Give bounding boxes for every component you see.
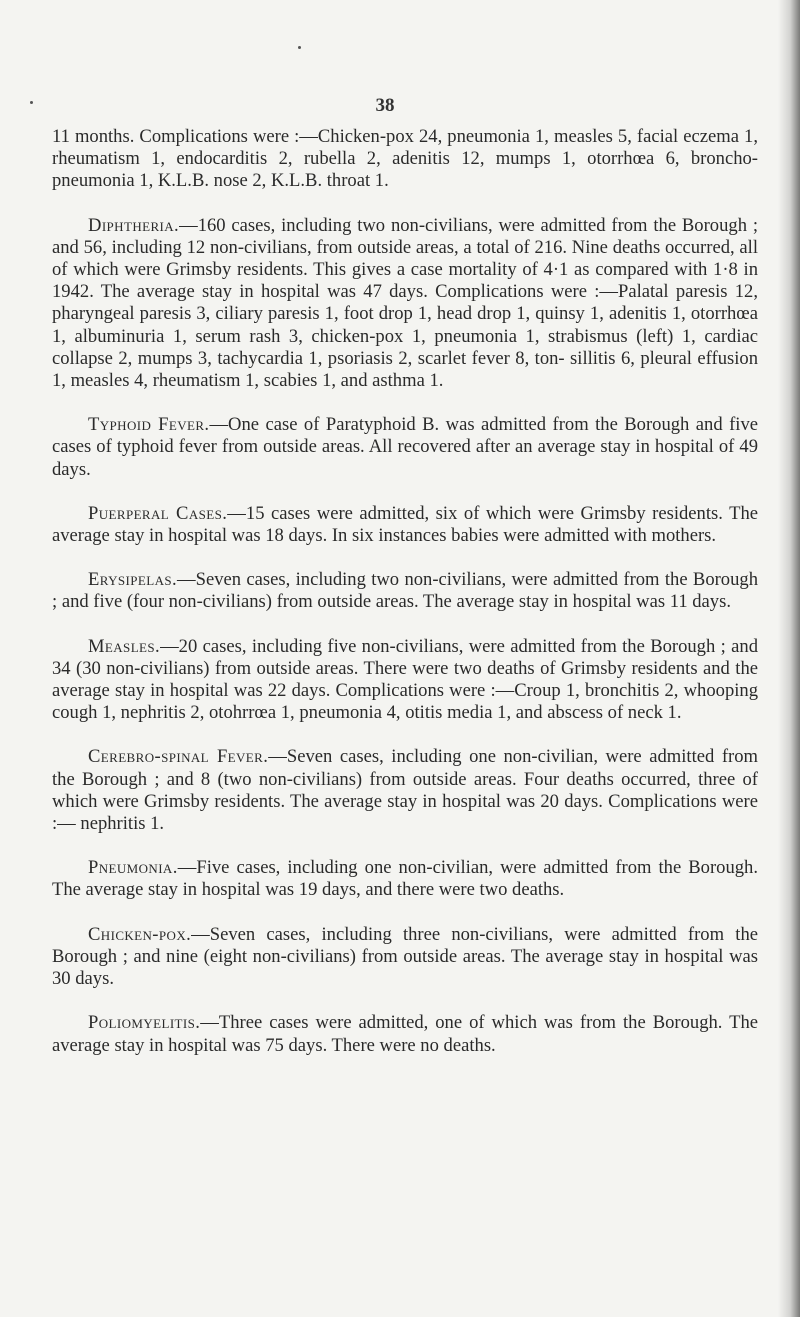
section-heading: Poliomyelitis.: [88, 1012, 201, 1034]
section-heading: Pneumonia.: [88, 857, 178, 879]
section-heading: Diphtheria.: [88, 214, 180, 236]
section-text: —15 cases were admitted, six of which were Grimsby residents. The average stay in hospital was 18 days. In six instances babies were admitted with mothers.: [52, 502, 758, 547]
section-heading: Cerebro-spinal Fever.: [88, 746, 269, 768]
document-body: [52, 126, 758, 1057]
section-text: —Seven cases, including three non-civilians, were admitted from the Borough ; and nine (eight non-civilians) from outside areas. The average stay in hospital was 30 days.: [52, 923, 758, 990]
section-heading: Chicken-pox.: [88, 923, 192, 945]
section-text: —160 cases, including two non-civilians, were admitted from the Borough ; and 56, including 12 non-civilians, from outside areas, a total of 216. Nine deaths occurred, all of which were Grimsby residents. This gives a case mortality of 4·1 as compared with 1·8 in 1942. The average stay in hospital was 47 days. Complications were :—Palatal paresis 12, pharyngeal paresis 3, ciliary paresis 1, foot drop 1, head drop 1, quinsy 1, adenitis 1, otorrhœa 1, albuminuria 1, serum rash 3, chicken-pox 1, pneumonia 1, strabismus (left) 1, cardiac collapse 2, mumps 3, tachycardia 1, psoriasis 2, scarlet fever 8, ton- sillitis 6, pleural effusion 1, measles 4, rheumatism 1, scabies 1, and asthma 1.: [52, 214, 758, 392]
page-number: 38: [375, 95, 395, 116]
continuation-paragraph: 11 months. Complications were :—Chicken-pox 24, pneumonia 1, measles 5, facial eczema 1, rheumatism 1, endocarditis 2, rubella 2, adenitis 12, mumps 1, otorrhœa 6, broncho-pneumonia 1, K.L.B. nose 2, K.L.B. throat 1.: [52, 126, 758, 192]
section-diphtheria: [52, 215, 758, 393]
section-chicken-pox: [52, 924, 758, 991]
section-erysipelas: [52, 569, 758, 613]
section-pneumonia: [52, 857, 758, 901]
section-measles: [52, 636, 758, 725]
section-puerperal-cases: [52, 503, 758, 547]
section-text: —Seven cases, including one non-civilian, were admitted from the Borough ; and 8 (two non-civilians) from outside areas. Four deaths occurred, three of which were Grimsby residents. The average stay in hospital was 20 days. Complications were :— nephritis 1.: [52, 746, 758, 835]
section-text: —Seven cases, including two non-civilians, were admitted from the Borough ; and five (four non-civilians) from outside areas. The average stay in hospital was 11 days.: [52, 569, 758, 613]
section-cerebro-spinal-fever: [52, 746, 758, 835]
section-text: —20 cases, including five non-civilians, were admitted from the Borough ; and 34 (30 non-civilians) from outside areas. There were two deaths of Grimsby residents and the average stay in hospital was 22 days. Complications were :—Croup 1, bronchitis 2, whooping cough 1, nephritis 2, otohrrœa 1, pneumonia 4, otitis media 1, and abscess of neck 1.: [52, 635, 758, 724]
print-speck: [298, 46, 301, 49]
section-heading: Erysipelas.: [88, 569, 178, 591]
section-text: —Three cases were admitted, one of which was from the Borough. The average stay in hospital was 75 days. There were no deaths.: [52, 1012, 758, 1056]
section-poliomyelitis: [52, 1012, 758, 1056]
section-heading: Typhoid Fever.: [88, 414, 210, 436]
section-text: —Five cases, including one non-civilian, were admitted from the Borough. The average stay in hospital was 19 days, and there were two deaths.: [52, 857, 758, 901]
page-edge-shadow: [778, 0, 800, 1317]
section-heading: Measles.: [88, 635, 161, 657]
section-heading: Puerperal Cases.: [88, 502, 228, 524]
section-typhoid-fever: [52, 414, 758, 481]
section-text: —One case of Paratyphoid B. was admitted from the Borough and five cases of typhoid fever from outside areas. All recovered after an average stay in hospital of 49 days.: [52, 414, 758, 480]
